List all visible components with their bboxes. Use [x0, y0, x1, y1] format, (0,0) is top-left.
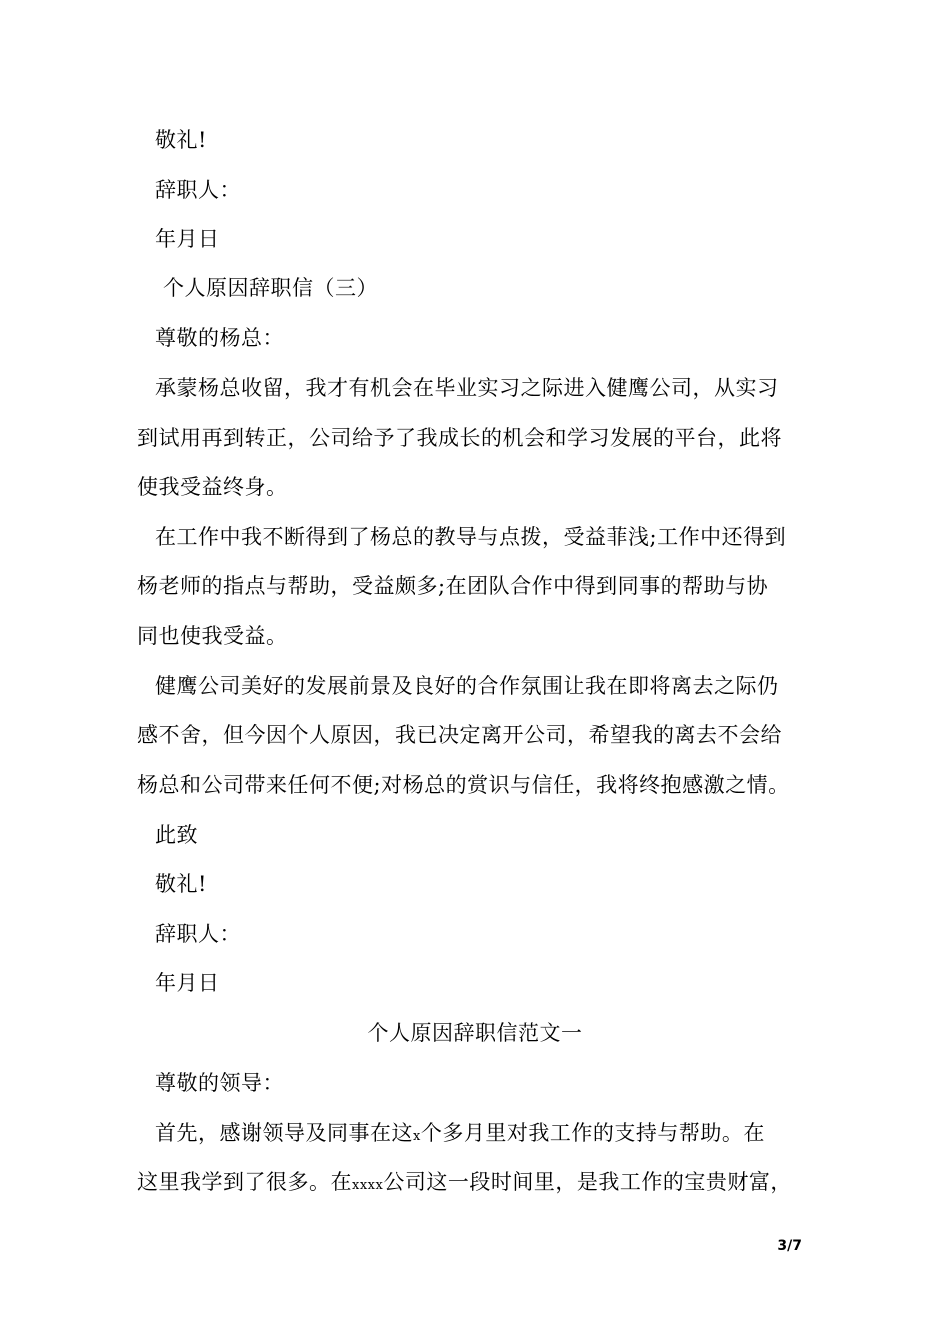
- paragraph-line: [137, 1167, 817, 1201]
- paragraph-line: 杨老师的指点与帮助，受益颇多;在团队合作中得到同事的帮助与协: [137, 574, 769, 598]
- placeholder-mark: x: [413, 1129, 421, 1144]
- paragraph-line: 感不舍，但今因个人原因，我已决定离开公司，希望我的离去不会给: [137, 723, 782, 747]
- document-title: 个人原因辞职信范文一: [367, 1021, 583, 1045]
- paragraph-line: 同也使我受益。: [137, 624, 288, 648]
- paragraph-line: 承蒙杨总收留，我才有机会在毕业实习之际进入健鹰公司，从实习: [155, 376, 779, 400]
- salutation: 尊敬的领导：: [155, 1071, 284, 1095]
- paragraph-line: 健鹰公司美好的发展前景及良好的合作氛围让我在即将离去之际仍: [155, 674, 779, 698]
- closing-phrase: 此致: [155, 823, 198, 847]
- paragraph-line: 到试用再到转正，公司给予了我成长的机会和学习发展的平台，此将: [137, 426, 782, 450]
- date-label: 年月日: [155, 227, 220, 251]
- paragraph-line: 在工作中我不断得到了杨总的教导与点拨，受益菲浅;工作中还得到: [155, 525, 787, 549]
- signature-label: 辞职人：: [155, 922, 241, 946]
- text-segment: 个多月里对我工作的支持与帮助。在: [420, 1121, 765, 1145]
- section-heading: 个人原因辞职信（三）: [163, 276, 378, 300]
- paragraph-line: [155, 1118, 835, 1152]
- text-segment: 首先，感谢领导及同事在这: [155, 1121, 413, 1145]
- closing-salute: 敬礼!: [155, 128, 207, 152]
- paragraph-line: 使我受益终身。: [137, 475, 288, 499]
- salutation: 尊敬的杨总：: [155, 326, 284, 350]
- placeholder-mark: xxxx: [352, 1178, 384, 1193]
- signature-label: 辞职人：: [155, 178, 241, 202]
- text-segment: 公司这一段时间里，是我工作的宝贵财富，: [383, 1170, 792, 1194]
- date-label: 年月日: [155, 971, 220, 995]
- closing-salute: 敬礼!: [155, 872, 207, 896]
- text-segment: 这里我学到了很多。在: [137, 1170, 352, 1194]
- paragraph-line: 杨总和公司带来任何不便;对杨总的赏识与信任，我将终抱感激之情。: [137, 773, 790, 797]
- page-number: 3/7: [777, 1238, 802, 1254]
